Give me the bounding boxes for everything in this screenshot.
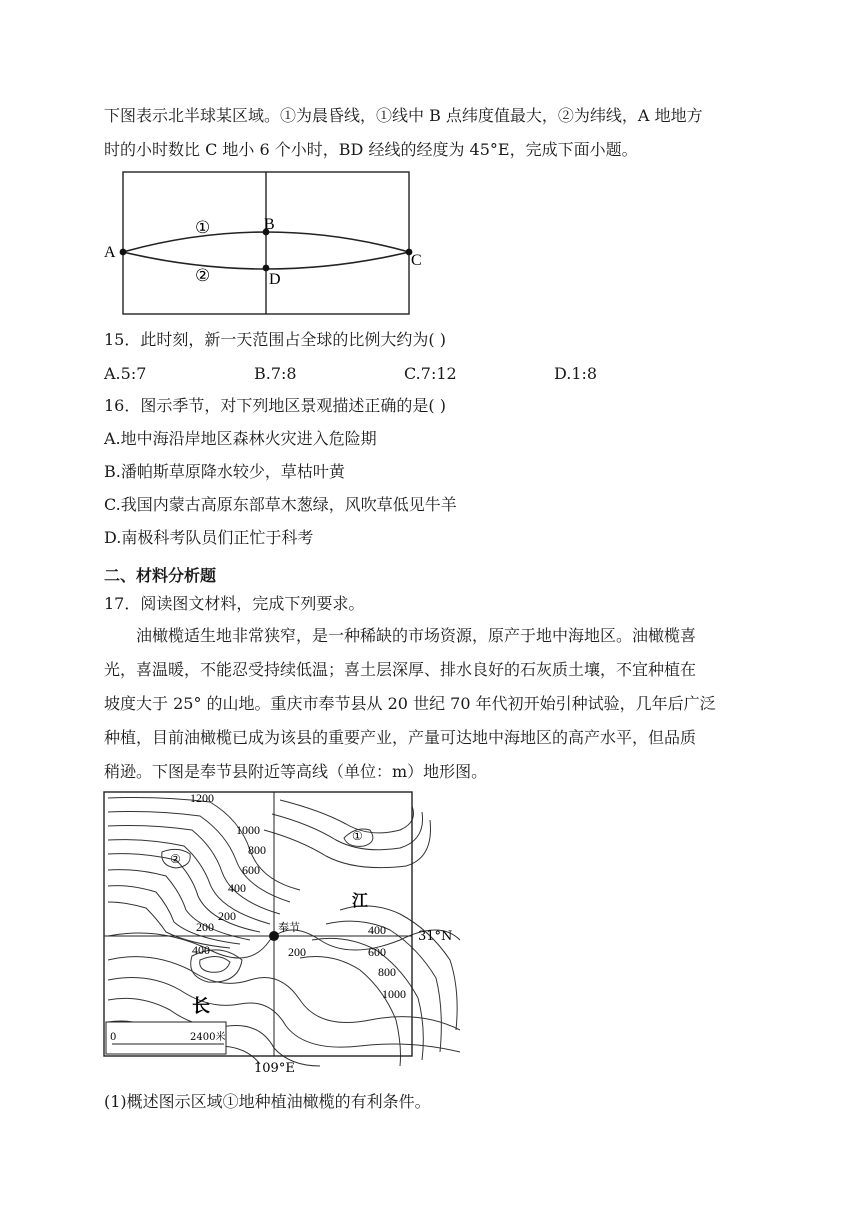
q16-option-c: C.我国内蒙古高原东部草木葱绿，风吹草低见牛羊 bbox=[104, 495, 457, 514]
q16-stem: 16．图示季节，对下列地区景观描述正确的是( ) bbox=[104, 396, 446, 415]
contour-map bbox=[100, 790, 470, 1076]
contour-label-400-left: 400 bbox=[192, 943, 210, 957]
q16-option-b: B.潘帕斯草原降水较少，草枯叶黄 bbox=[104, 462, 345, 481]
q15-stem: 15．此时刻，新一天范围占全球的比例大约为( ) bbox=[104, 330, 446, 349]
river-char-chang: 长 bbox=[192, 996, 210, 1017]
q17-para-4: 种植，目前油橄榄已成为该县的重要产业，产量可达地中海地区的高产水平，但品质 bbox=[104, 728, 697, 747]
contour-label-1200: 1200 bbox=[190, 791, 214, 805]
contour-label-200: 200 bbox=[218, 909, 236, 923]
contour-label-400-right: 400 bbox=[368, 923, 386, 937]
label-line-1: ① bbox=[195, 218, 211, 237]
river-char-jiang: 江 bbox=[352, 891, 369, 910]
terminator-diagram bbox=[100, 166, 440, 326]
contour-label-1000-right: 1000 bbox=[382, 987, 406, 1001]
contour-label-600: 600 bbox=[242, 863, 260, 877]
q15-option-c: C.7:12 bbox=[404, 364, 457, 383]
contour-label-800: 800 bbox=[248, 843, 266, 857]
q17-para-3: 坡度大于 25° 的山地。重庆市奉节县从 20 世纪 70 年代初开始引种试验，几年后广泛 bbox=[104, 694, 716, 713]
contour-label-200-left: 200 bbox=[196, 920, 214, 934]
q17-para-2: 光，喜温暖，不能忍受持续低温；喜土层深厚、排水良好的石灰质土壤，不宜种植在 bbox=[104, 660, 697, 679]
label-B: B bbox=[264, 216, 275, 233]
section-title: 二、材料分析题 bbox=[104, 566, 217, 585]
contour-label-800-right: 800 bbox=[378, 965, 396, 979]
scale-distance: 2400米 bbox=[190, 1032, 226, 1043]
label-line-2: ② bbox=[195, 266, 211, 285]
longitude-label: 109°E bbox=[254, 1061, 295, 1076]
contour-label-200-center: 200 bbox=[288, 945, 306, 959]
q15-option-a: A.5:7 bbox=[104, 364, 147, 383]
area-label-2: ② bbox=[170, 852, 181, 866]
contour-label-600-right: 600 bbox=[368, 945, 386, 959]
label-C: C bbox=[411, 252, 422, 269]
contour-label-400: 400 bbox=[228, 881, 246, 895]
contour-label-1000: 1000 bbox=[236, 823, 260, 837]
label-A: A bbox=[104, 244, 116, 261]
intro-line-1: 下图表示北半球某区域。①为晨昏线，①线中 B 点纬度值最大，②为纬线，A 地地方 bbox=[104, 106, 703, 125]
place-label-fengjie: 奉节 bbox=[278, 921, 300, 934]
scale-zero: 0 bbox=[110, 1032, 117, 1043]
q17-para-5: 稍逊。下图是奉节县附近等高线（单位：m）地形图。 bbox=[104, 762, 488, 781]
q15-option-b: B.7:8 bbox=[254, 364, 297, 383]
q16-option-a: A.地中海沿岸地区森林火灾进入危险期 bbox=[104, 429, 377, 448]
intro-line-2: 时的小时数比 C 地小 6 个小时，BD 经线的经度为 45°E，完成下面小题。 bbox=[104, 140, 638, 159]
q16-option-d: D.南极科考队员们正忙于科考 bbox=[104, 528, 314, 547]
q17-stem: 17．阅读图文材料，完成下列要求。 bbox=[104, 594, 365, 613]
q17-sub-1: (1)概述图示区域①地种植油橄榄的有利条件。 bbox=[104, 1092, 431, 1111]
latitude-label: 31°N bbox=[418, 929, 453, 944]
q15-option-d: D.1:8 bbox=[554, 364, 598, 383]
area-label-1: ① bbox=[352, 829, 363, 843]
label-D: D bbox=[269, 271, 281, 288]
q17-para-1: 油橄榄适生地非常狭窄，是一种稀缺的市场资源，原产于地中海地区。油橄榄喜 bbox=[136, 626, 697, 645]
